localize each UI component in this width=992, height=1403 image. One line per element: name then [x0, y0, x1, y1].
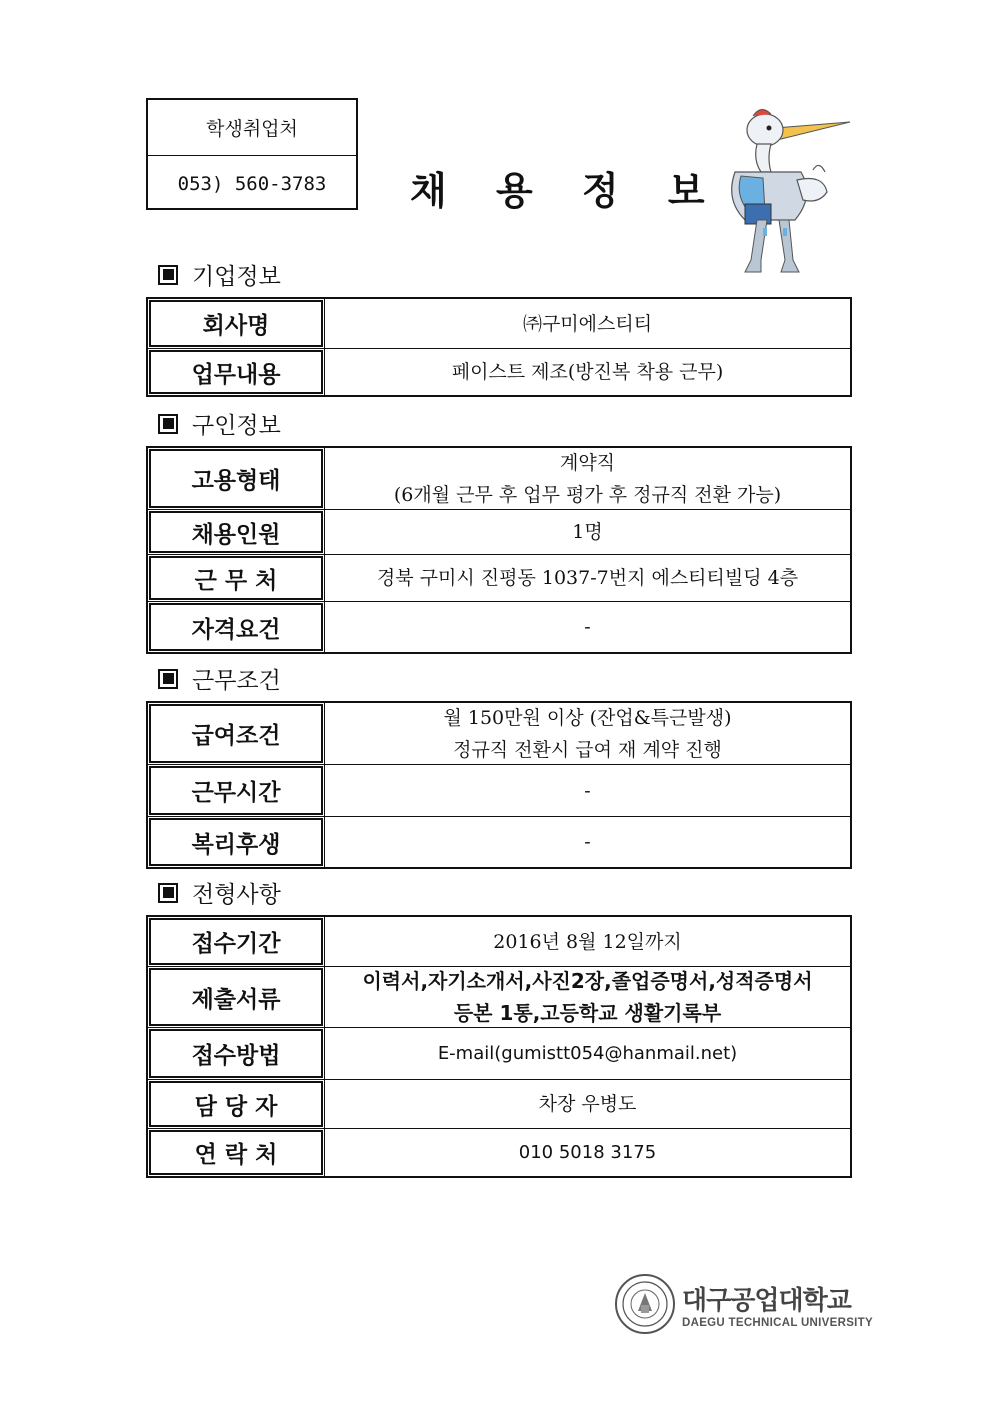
- row-value-line: 등본 1통,고등학교 생활기록부: [453, 1001, 722, 1025]
- row-value: 경북 구미시 진평동 1037-7번지 에스티티빌딩 4층: [324, 555, 850, 601]
- table-row: [148, 764, 850, 816]
- table-row: [148, 299, 850, 348]
- table-row: [148, 966, 850, 1027]
- row-label: 제출서류: [149, 968, 323, 1026]
- row-value: 2016년 8월 12일까지: [324, 917, 850, 966]
- row-value: -: [324, 817, 850, 867]
- row-label: 접수방법: [149, 1029, 323, 1078]
- university-seal-icon: [614, 1273, 676, 1335]
- square-bullet-icon: [158, 265, 178, 285]
- row-value-line: 월 150만원 이상 (잔업&특근발생): [443, 706, 732, 729]
- university-name-en: DAEGU TECHNICAL UNIVERSITY: [682, 1316, 873, 1329]
- table-row: [148, 1128, 850, 1176]
- row-value: 010 5018 3175: [324, 1129, 850, 1176]
- row-value: E-mail(gumistt054@hanmail.net): [324, 1028, 850, 1079]
- row-label: 급여조건: [149, 704, 323, 763]
- square-bullet-icon: [158, 414, 178, 434]
- section-heading-text: 구인정보: [192, 413, 281, 439]
- section-heading-conditions: [158, 662, 281, 695]
- square-bullet-icon: [158, 883, 178, 903]
- row-value-line: (6개월 근무 후 업무 평가 후 정규직 전환 가능): [393, 483, 782, 506]
- table-row: [148, 917, 850, 966]
- selection-table: [146, 915, 852, 1178]
- section-heading-text: 기업정보: [192, 264, 281, 290]
- section-heading-text: 근무조건: [192, 668, 281, 694]
- row-value: [324, 703, 850, 764]
- row-label: 회사명: [149, 300, 323, 347]
- row-label: 담 당 자: [149, 1081, 323, 1127]
- row-value: ㈜구미에스티티: [324, 299, 850, 348]
- row-label: 채용인원: [149, 511, 323, 553]
- row-label: 근무시간: [149, 766, 323, 815]
- page-title: 채 용 정 보: [410, 169, 723, 213]
- row-value-line: 계약직: [559, 451, 616, 474]
- crane-mascot-icon: [705, 100, 855, 285]
- row-value: [324, 967, 850, 1027]
- section-heading-selection: [158, 876, 281, 909]
- table-row: [148, 703, 850, 764]
- university-logo: [614, 1273, 873, 1335]
- row-label: 복리후생: [149, 818, 323, 866]
- row-label: 자격요건: [149, 603, 323, 651]
- row-value: [324, 448, 850, 509]
- row-label: 연 락 처: [149, 1130, 323, 1175]
- section-heading-company: [158, 258, 281, 291]
- square-bullet-icon: [158, 669, 178, 689]
- conditions-table: [146, 701, 852, 869]
- table-row: [148, 348, 850, 395]
- row-label: 고용형태: [149, 449, 323, 508]
- table-row: [148, 816, 850, 867]
- row-value: 1명: [324, 510, 850, 554]
- row-value: -: [324, 602, 850, 652]
- contact-box: [146, 98, 358, 210]
- row-value: 페이스트 제조(방진복 착용 근무): [324, 349, 850, 395]
- row-label: 업무내용: [149, 350, 323, 394]
- section-heading-text: 전형사항: [192, 882, 281, 908]
- table-row: [148, 448, 850, 509]
- contact-phone: 053) 560-3783: [148, 155, 356, 211]
- table-row: [148, 509, 850, 554]
- row-value: -: [324, 765, 850, 816]
- row-value: 차장 우병도: [324, 1080, 850, 1128]
- table-row: [148, 554, 850, 601]
- contact-label: 학생취업처: [206, 118, 298, 140]
- company-table: [146, 297, 852, 397]
- table-row: [148, 601, 850, 652]
- row-value-line: 정규직 전환시 급여 재 계약 진행: [453, 738, 722, 761]
- row-label: 근 무 처: [149, 556, 323, 600]
- row-label: 접수기간: [149, 918, 323, 965]
- table-row: [148, 1027, 850, 1079]
- recruit-table: [146, 446, 852, 654]
- row-value-line: 이력서,자기소개서,사진2장,졸업증명서,성적증명서: [362, 969, 813, 993]
- section-heading-recruit: [158, 407, 281, 440]
- table-row: [148, 1079, 850, 1128]
- university-name-kr: 대구공업대학교: [682, 1285, 851, 1316]
